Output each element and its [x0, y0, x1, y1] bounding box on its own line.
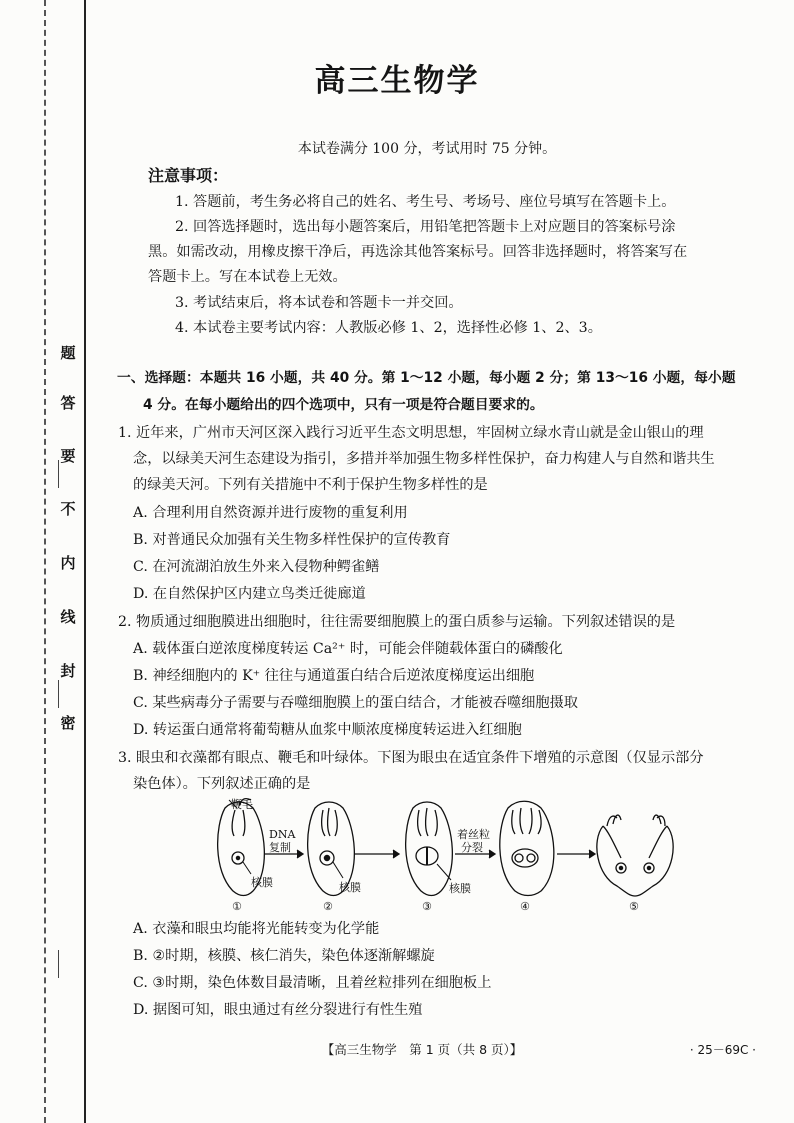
binding-char: 内 — [60, 554, 76, 572]
binding-blank — [58, 460, 59, 488]
binding-char: 答 — [60, 394, 76, 412]
stage-label: ③ — [422, 900, 432, 913]
q1-stem: 1. 近年来，广州市天河区深入践行习近平生态文明思想，牢固树立绿水青山就是金山银山的理 — [118, 425, 704, 441]
q3-option-d: D. 据图可知，眼虫通过有丝分裂进行有性生殖 — [133, 1002, 423, 1018]
notice-line: 黑。如需改动，用橡皮擦干净后，再选涂其他答案标号。回答非选择题时，将答案写在 — [148, 244, 688, 260]
q1-stem: 的绿美天河。下列有关措施中不利于保护生物多样性的是 — [133, 477, 488, 493]
binding-solid-line — [84, 0, 86, 1123]
q3-option-c: C. ③时期，染色体数目最清晰，且着丝粒排列在细胞板上 — [133, 975, 492, 991]
q3-stem: 3. 眼虫和衣藻都有眼点、鞭毛和叶绿体。下图为眼虫在适宜条件下增殖的示意图（仅显示部分 — [118, 750, 704, 766]
binding-char: 题 — [60, 344, 76, 362]
q1-option-b: B. 对普通民众加强有关生物多样性保护的宣传教育 — [133, 532, 451, 548]
q3-option-b: B. ②时期，核膜、核仁消失，染色体逐渐解螺旋 — [133, 948, 435, 964]
arrow2-label-top: 着丝粒 — [457, 828, 490, 841]
q1-option-a: A. 合理利用自然资源并进行废物的重复利用 — [133, 505, 408, 521]
arrow-stage-2-3 — [355, 850, 399, 858]
page-footer: 【高三生物学 第 1 页（共 8 页）】 — [321, 1042, 523, 1057]
q1-stem: 念，以绿美天河生态建设为指引，多措并举加强生物多样性保护，奋力构建人与自然和谐共生 — [133, 451, 715, 467]
binding-char: 线 — [60, 608, 76, 626]
notice-line: 2. 回答选择题时，选出每小题答案后，用铅笔把答题卡上对应题目的答案标号涂 — [175, 219, 676, 235]
section-heading: 一、选择题：本题共 16 小题，共 40 分。第 1～12 小题，每小题 2 分；第 13～16 小题，每小题 — [117, 370, 736, 386]
notice-line: 4. 本试卷主要考试内容：人教版必修 1、2，选择性必修 1、2、3。 — [175, 320, 602, 336]
cell-stage-5 — [597, 815, 673, 896]
binding-blank — [58, 680, 59, 708]
q2-stem: 2. 物质通过细胞膜进出细胞时，往往需要细胞膜上的蛋白质参与运输。下列叙述错误的是 — [118, 614, 676, 630]
notice-line: 答题卡上。写在本试卷上无效。 — [148, 269, 347, 285]
nuclear-membrane-label: 核膜 — [339, 881, 361, 894]
q2-option-c: C. 某些病毒分子需要与吞噬细胞膜上的蛋白结合，才能被吞噬细胞摄取 — [133, 695, 578, 711]
q3-stem: 染色体）。下列叙述正确的是 — [133, 776, 311, 792]
notice-heading: 注意事项： — [148, 166, 229, 185]
q1-option-d: D. 在自然保护区内建立鸟类迁徙廊道 — [133, 586, 366, 602]
q2-option-d: D. 转运蛋白通常将葡萄糖从血浆中顺浓度梯度转运进入红细胞 — [133, 722, 522, 738]
binding-dashed-line — [44, 0, 46, 1123]
q2-option-a: A. 载体蛋白逆浓度梯度转运 Ca²⁺ 时，可能会伴随载体蛋白的磷酸化 — [133, 641, 563, 657]
nuclear-membrane-label: 核膜 — [251, 876, 273, 889]
notice-line: 1. 答题前，考生务必将自己的姓名、考生号、考场号、座位号填写在答题卡上。 — [175, 194, 676, 210]
q3-option-a: A. 衣藻和眼虫均能将光能转变为化学能 — [133, 921, 380, 937]
page-title: 高三生物学 — [314, 63, 480, 99]
flagellum-label: 鞭毛 — [231, 798, 253, 811]
arrow1-label-bottom: 复制 — [269, 841, 291, 854]
arrow2-label-bottom: 分裂 — [461, 841, 483, 854]
arrow1-label-top: DNA — [269, 828, 296, 841]
q2-option-b: B. 神经细胞内的 K⁺ 往往与通道蛋白结合后逆浓度梯度运出细胞 — [133, 668, 535, 684]
binding-char: 不 — [60, 500, 76, 518]
stage-label: ④ — [520, 900, 530, 913]
q1-option-c: C. 在河流湖泊放生外来入侵物种鳄雀鳝 — [133, 559, 380, 575]
exam-info: 本试卷满分 100 分，考试用时 75 分钟。 — [297, 141, 557, 157]
paper-code: · 25－69C · — [689, 1043, 756, 1057]
nuclear-membrane-label: 核膜 — [449, 882, 471, 895]
binding-char: 密 — [60, 714, 76, 732]
stage-label: ⑤ — [629, 900, 639, 913]
binding-char: 要 — [60, 447, 76, 465]
stage-label: ① — [232, 900, 242, 913]
cell-stage-4 — [500, 801, 554, 895]
binding-char: 封 — [60, 662, 76, 680]
binding-blank — [58, 950, 59, 978]
stage-label: ② — [323, 900, 333, 913]
cell-stage-3 — [406, 802, 453, 896]
euglena-division-figure — [205, 796, 735, 914]
notice-line: 3. 考试结束后，将本试卷和答题卡一并交回。 — [175, 295, 463, 311]
section-heading-cont: 4 分。在每小题给出的四个选项中，只有一项是符合题目要求的。 — [143, 397, 544, 413]
arrow-stage-4-5 — [557, 850, 595, 858]
